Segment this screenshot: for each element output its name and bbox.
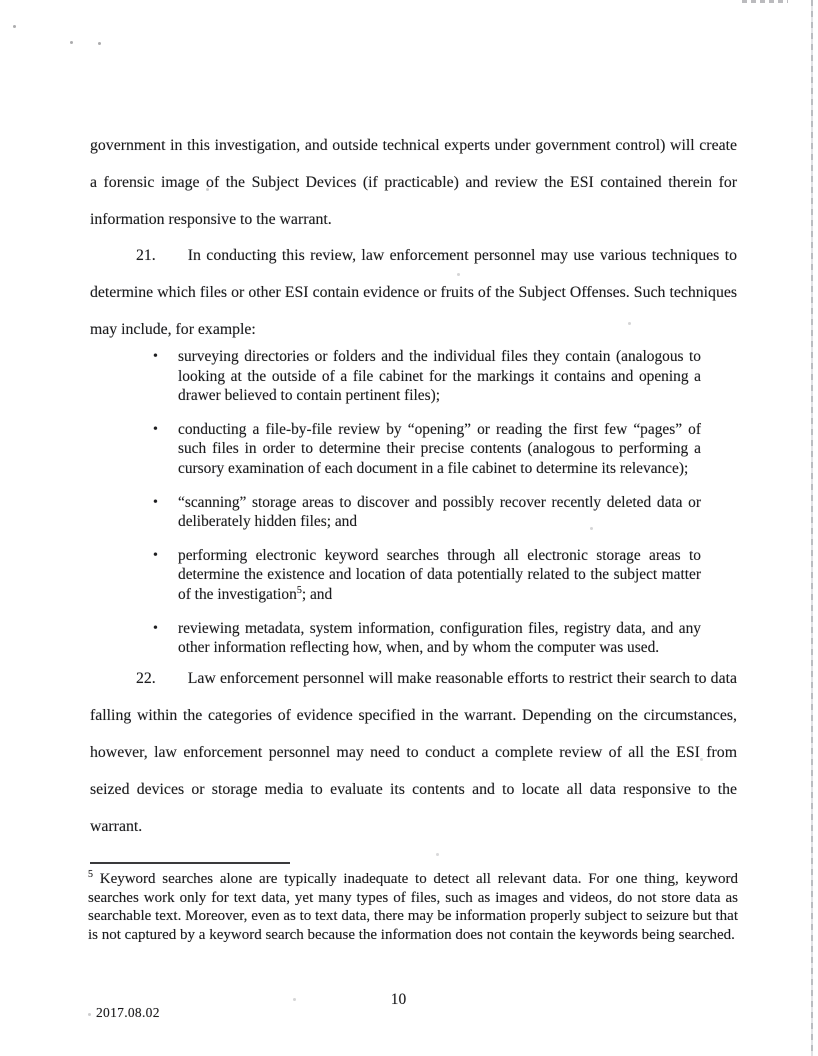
bullet-text: conducting a file-by-file review by “opening” or reading the first few “pages” of such files in order to determine their precise contents (analogous to performing a cursory examination of each document in a file cabinet to determine its relevance); (178, 420, 701, 477)
scan-artifact (98, 42, 101, 45)
bullet-icon: • (153, 620, 158, 636)
footnote-text: Keyword searches alone are typically inadequate to detect all relevant data. For one thing, keyword searches work only for text data, yet many types of files, such as images and videos, do not store data as searchable text. Moreover, even as to text data, there may be information properly subject to seizure but that is not captured by a keyword search because the information does not contain the keywords being searched. (88, 871, 738, 944)
scan-artifact (88, 1013, 91, 1016)
paragraph-22-text: Law enforcement personnel will make reasonable efforts to restrict their search to data falling within the categories of evidence specified in the warrant. Depending on the circumstances, however, law enforcement personnel may need to conduct a complete review of all the ESI from seized devices or storage media to evaluate its contents and to locate all data responsive to the warrant. (90, 670, 737, 835)
bullet-item-scanning (153, 493, 701, 532)
bullet-text: reviewing metadata, system information, configuration files, registry data, and any other information reflecting how, when, and by whom the computer was used. (178, 619, 701, 657)
scan-edge-line (811, 0, 813, 1056)
footnote-marker: 5 (88, 869, 93, 880)
paragraph-22 (90, 660, 737, 845)
scan-artifact (70, 41, 73, 44)
paragraph-21-number: 21. (136, 247, 156, 264)
bullet-text-post: ; and (301, 585, 333, 603)
bullet-item-surveying (153, 347, 701, 406)
bullet-text: surveying directories or folders and the individual files they contain (analogous to looking at the outside of a file cabinet for the markings it contains and opening a drawer believed to contain pertinent files); (178, 348, 701, 405)
scan-artifact (436, 853, 439, 856)
footnote-separator (90, 862, 290, 864)
date-stamp: 2017.08.02 (96, 1005, 160, 1020)
paragraph-22-number: 22. (136, 670, 156, 687)
bullet-icon: • (153, 349, 158, 364)
paragraph-21-text: In conducting this review, law enforcement personnel may use various techniques to determine which files or other ESI contain evidence or fruits of the Subject Offenses. Such techniques may include, for example: (90, 247, 737, 338)
footnote-ref-5: 5 (296, 584, 302, 596)
bullet-item-keyword-searches (153, 546, 701, 605)
bullet-item-file-by-file (153, 420, 701, 479)
footnote-5 (88, 870, 738, 945)
bullet-list (153, 347, 701, 672)
bullet-icon: • (153, 494, 158, 510)
bullet-text-pre: performing electronic keyword searches through all electronic storage areas to determine the existence and location of data potentially related to the subject matter of the investigation (178, 546, 701, 603)
bullet-icon: • (153, 421, 158, 437)
bullet-item-metadata (153, 619, 701, 658)
bullet-text (178, 546, 701, 605)
scan-artifact (13, 25, 16, 28)
bullet-icon: • (153, 547, 158, 563)
page-number: 10 (390, 991, 407, 1008)
intro-paragraph: government in this investigation, and outside technical experts under government control) will create a forensic image of the Subject Devices (if practicable) and review the ESI contained therein for information responsive to the warrant. (90, 137, 737, 228)
paragraph-21 (90, 237, 737, 348)
scan-artifact-top-right (742, 0, 788, 3)
bullet-text: “scanning” storage areas to discover and possibly recover recently deleted data or deliberately hidden files; and (178, 493, 701, 531)
